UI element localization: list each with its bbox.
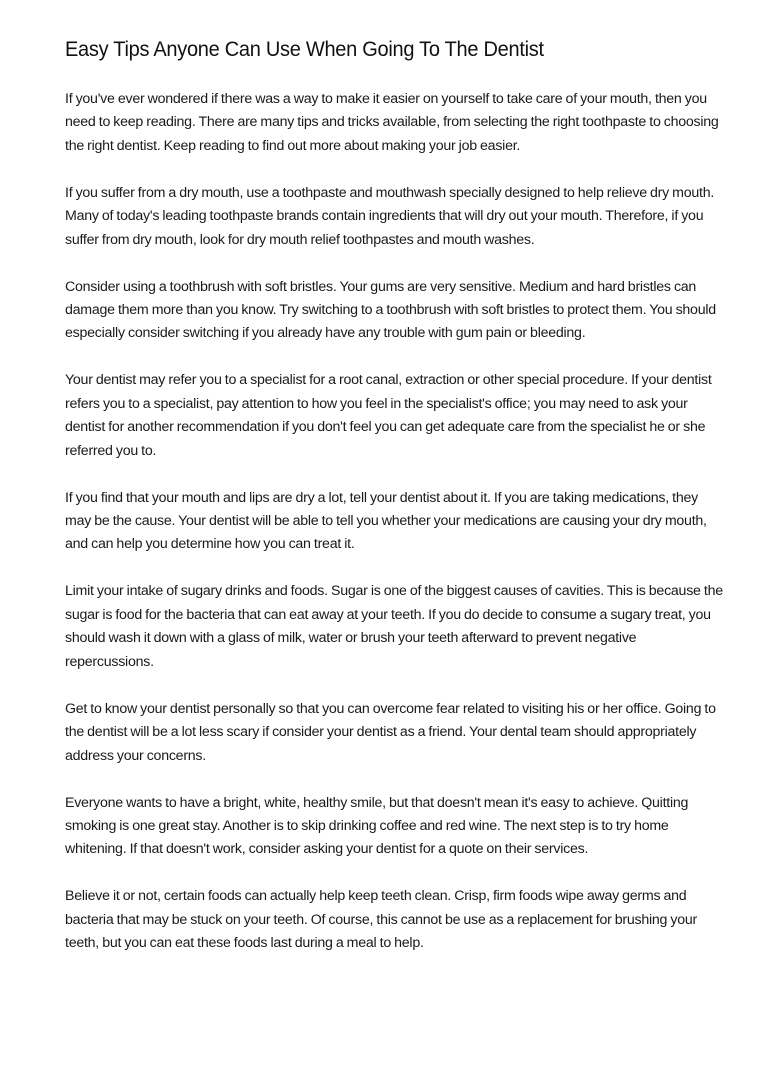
document-title: Easy Tips Anyone Can Use When Going To The Dentist [65,37,544,61]
paragraph-sugar: Limit your intake of sugary drinks and foods. Sugar is one of the biggest causes of cavities. This is because the sugar is food for the bacteria that can eat away at your teeth. If you do decide to consume a sugary treat, you should wash it down with a glass of milk, water or brush your teeth afterward to prevent negative repercussions. [65,583,723,670]
paragraph-intro: If you've ever wondered if there was a way to make it easier on yourself to take care of your mouth, then you need to keep reading. There are many tips and tricks available, from selecting the right toothpaste to choosing the right dentist. Keep reading to find out more about making your job easier. [65,91,719,154]
paragraph-dry-lips: If you find that your mouth and lips are dry a lot, tell your dentist about it. If you are taking medications, they may be the cause. Your dentist will be able to tell you whether your medications are causing your dry mouth, and can help you determine how you can treat it. [65,489,707,553]
paragraph-specialist: Your dentist may refer you to a specialist for a root canal, extraction or other special procedure. If your dentist refers you to a specialist, pay attention to how you feel in the specialist's office; you may need to ask your dentist for another recommendation if you don't feel you can get adequate care from the specialist he or she referred you to. [65,372,712,459]
paragraph-soft-bristles: Consider using a toothbrush with soft bristles. Your gums are very sensitive. Medium and hard bristles can damage them more than you know. Try switching to a toothbrush with soft bristles to protect them. You should especially consider switching if you already have any trouble with gum pain or bleeding. [65,278,716,342]
document-page [65,34,725,979]
paragraph-whitening: Everyone wants to have a bright, white, healthy smile, but that doesn't mean it's easy to achieve. Quitting smoking is one great stay. Another is to skip drinking coffee and red wine. The next step is to try home whitening. If that doesn't work, consider asking your dentist for a quote on their services. [65,794,689,858]
paragraph-know-dentist: Get to know your dentist personally so that you can overcome fear related to visiting his or her office. Going to the dentist will be a lot less scary if consider your dentist as a friend. Your dental team should appropriately address your concerns. [65,700,716,764]
paragraph-crisp-foods: Believe it or not, certain foods can actually help keep teeth clean. Crisp, firm foods wipe away germs and bacteria that may be stuck on your teeth. Of course, this cannot be use as a replacement for brushing your teeth, but you can eat these foods last during a meal to help. [65,888,697,952]
paragraph-dry-mouth: If you suffer from a dry mouth, use a toothpaste and mouthwash specially designed to help relieve dry mouth. Many of today's leading toothpaste brands contain ingredients that will dry out your mouth. Therefore, if you suffer from dry mouth, look for dry mouth relief toothpastes and mouth washes. [65,184,715,248]
